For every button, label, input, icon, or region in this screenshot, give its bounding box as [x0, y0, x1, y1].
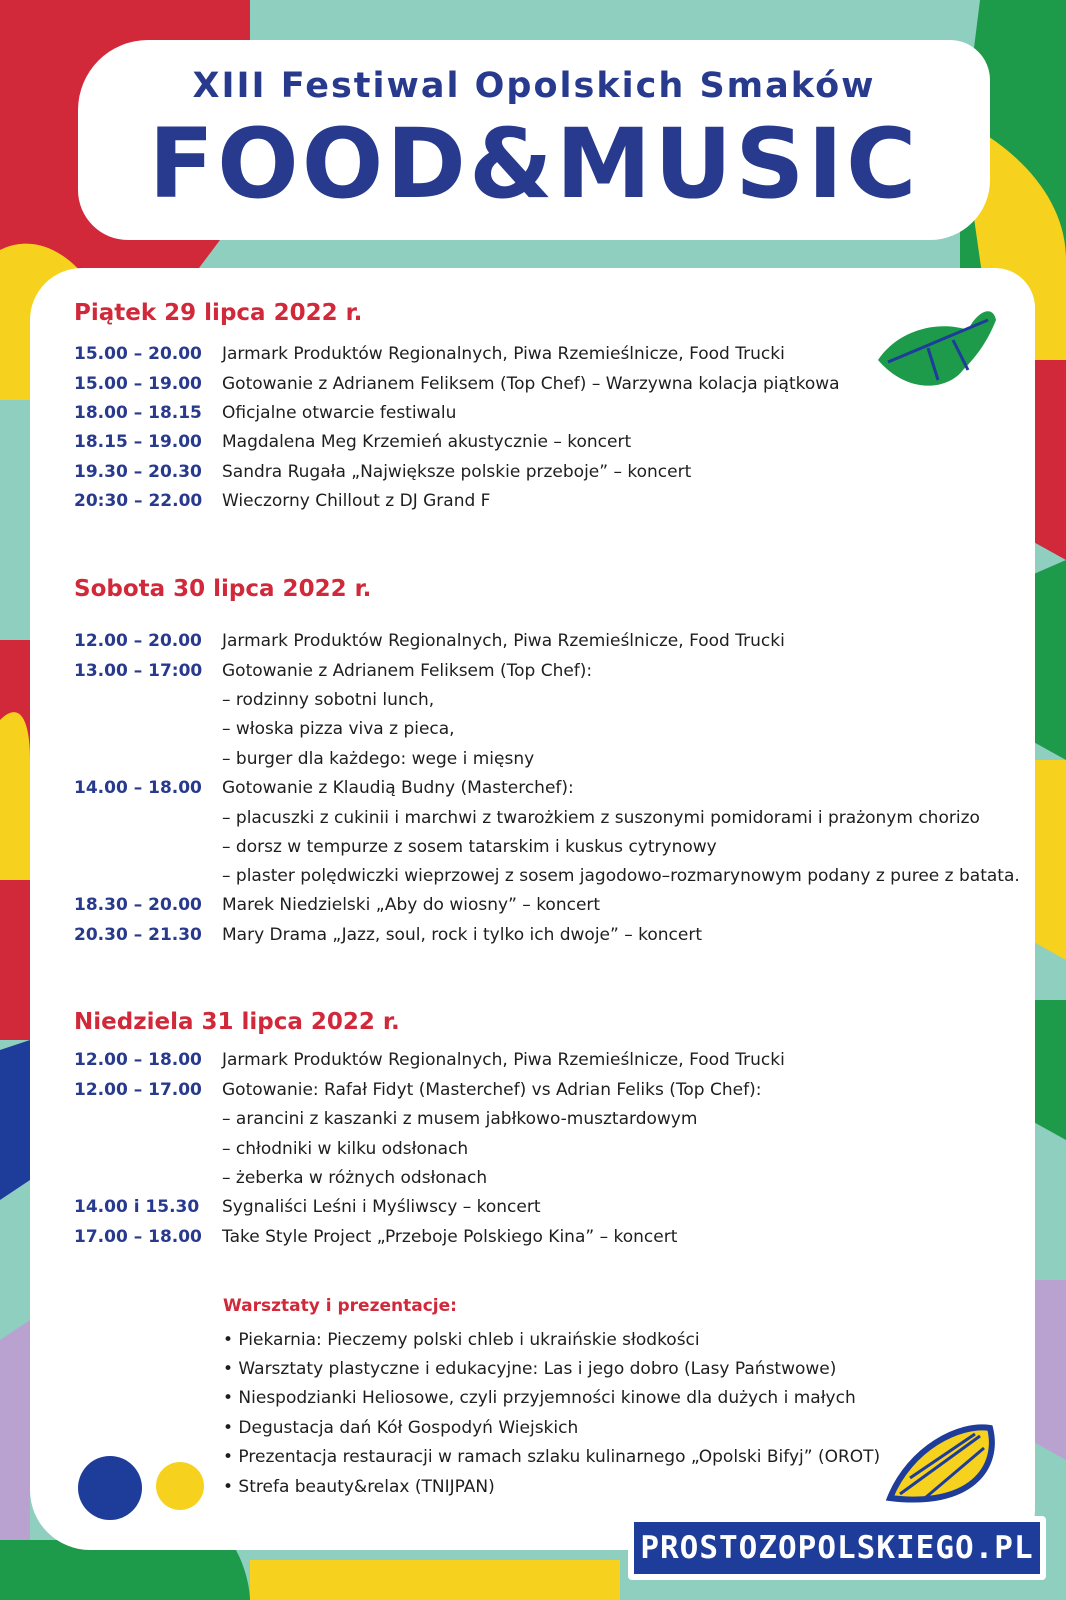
event-desc: Gotowanie z Adrianem Feliksem (Top Chef) – Warzywna kolacja piątkowa [222, 374, 840, 394]
day-title-sunday: Niedziela 31 lipca 2022 r. [74, 1009, 400, 1035]
workshop-item: • Warsztaty plastyczne i edukacyjne: Las i jego dobro (Lasy Państwowe) [223, 1359, 837, 1379]
header-card [78, 40, 990, 240]
event-desc: Jarmark Produktów Regionalnych, Piwa Rzemieślnicze, Food Trucki [222, 344, 785, 364]
main-title: FOOD&MUSIC [148, 108, 920, 220]
event-desc: Gotowanie z Klaudią Budny (Masterchef): [222, 778, 574, 798]
event-desc: Sygnaliści Leśni i Myśliwscy – koncert [222, 1197, 541, 1217]
event-time: 17.00 – 18.00 [74, 1227, 202, 1247]
event-subitem: – arancini z kaszanki z musem jabłkowo-musztardowym [222, 1109, 698, 1129]
workshop-item: • Strefa beauty&relax (TNIJPAN) [223, 1477, 495, 1497]
workshop-item: • Niespodzianki Heliosowe, czyli przyjemności kinowe dla dużych i małych [223, 1388, 856, 1408]
program-card [30, 268, 1035, 1550]
lemon-slice-icon [880, 1418, 1000, 1518]
event-subitem: – placuszki z cukinii i marchwi z twarożkiem z suszonymi pomidorami i prażonym chorizo [222, 808, 980, 828]
event-subitem: – włoska pizza viva z pieca, [222, 719, 455, 739]
event-desc: Marek Niedzielski „Aby do wiosny” – koncert [222, 895, 601, 915]
event-desc: Sandra Rugała „Największe polskie przeboje” – koncert [222, 462, 692, 482]
event-time: 13.00 – 17:00 [74, 661, 203, 681]
event-time: 20.30 – 21.30 [74, 925, 202, 945]
workshops-title: Warsztaty i prezentacje: [223, 1296, 457, 1316]
workshop-item: • Piekarnia: Pieczemy polski chleb i ukraińskie słodkości [223, 1330, 700, 1350]
event-desc: Jarmark Produktów Regionalnych, Piwa Rzemieślnicze, Food Trucki [222, 1050, 785, 1070]
watermark [628, 1516, 1046, 1580]
festival-title: XIII Festiwal Opolskich Smaków [192, 66, 876, 106]
event-desc: Jarmark Produktów Regionalnych, Piwa Rzemieślnicze, Food Trucki [222, 631, 785, 651]
event-time: 14.00 – 18.00 [74, 778, 202, 798]
event-desc: Gotowanie z Adrianem Feliksem (Top Chef): [222, 661, 593, 681]
event-time: 14.00 i 15.30 [74, 1197, 200, 1217]
event-desc: Wieczorny Chillout z DJ Grand F [222, 491, 491, 511]
event-time: 20:30 – 22.00 [74, 491, 203, 511]
event-subitem: – żeberka w różnych odsłonach [222, 1168, 488, 1188]
workshop-item: • Prezentacja restauracji w ramach szlaku kulinarnego „Opolski Bifyj” (OROT) [223, 1447, 881, 1467]
event-time: 15.00 – 19.00 [74, 374, 202, 394]
event-desc: Gotowanie: Rafał Fidyt (Masterchef) vs Adrian Feliks (Top Chef): [222, 1080, 762, 1100]
event-subitem: – chłodniki w kilku odsłonach [222, 1139, 469, 1159]
event-time: 12.00 – 17.00 [74, 1080, 202, 1100]
event-desc: Magdalena Meg Krzemień akustycznie – koncert [222, 432, 632, 452]
event-subitem: – burger dla każdego: wege i mięsny [222, 749, 535, 769]
watermark-text: PROSTOZOPOLSKIEGO.PL [634, 1522, 1040, 1574]
leaf-icon [868, 300, 998, 400]
event-time: 12.00 – 20.00 [74, 631, 202, 651]
event-time: 18.00 – 18.15 [74, 403, 202, 423]
event-desc: Take Style Project „Przeboje Polskiego Kina” – koncert [222, 1227, 678, 1247]
event-subitem: – dorsz w tempurze z sosem tatarskim i kuskus cytrynowy [222, 837, 717, 857]
workshop-item: • Degustacja dań Kół Gospodyń Wiejskich [223, 1418, 579, 1438]
event-subitem: – rodzinny sobotni lunch, [222, 690, 435, 710]
event-desc: Mary Drama „Jazz, soul, rock i tylko ich dwoje” – koncert [222, 925, 703, 945]
event-time: 19.30 – 20.30 [74, 462, 202, 482]
event-time: 18.30 – 20.00 [74, 895, 202, 915]
day-title-saturday: Sobota 30 lipca 2022 r. [74, 576, 372, 602]
dots-decoration-icon [70, 1438, 210, 1528]
event-time: 18.15 – 19.00 [74, 432, 202, 452]
event-time: 15.00 – 20.00 [74, 344, 202, 364]
event-subitem: – plaster polędwiczki wieprzowej z sosem jagodowo–rozmarynowym podany z puree z batata. [222, 866, 1020, 886]
day-title-friday: Piątek 29 lipca 2022 r. [74, 300, 363, 326]
event-time: 12.00 – 18.00 [74, 1050, 202, 1070]
event-desc: Oficjalne otwarcie festiwalu [222, 403, 457, 423]
